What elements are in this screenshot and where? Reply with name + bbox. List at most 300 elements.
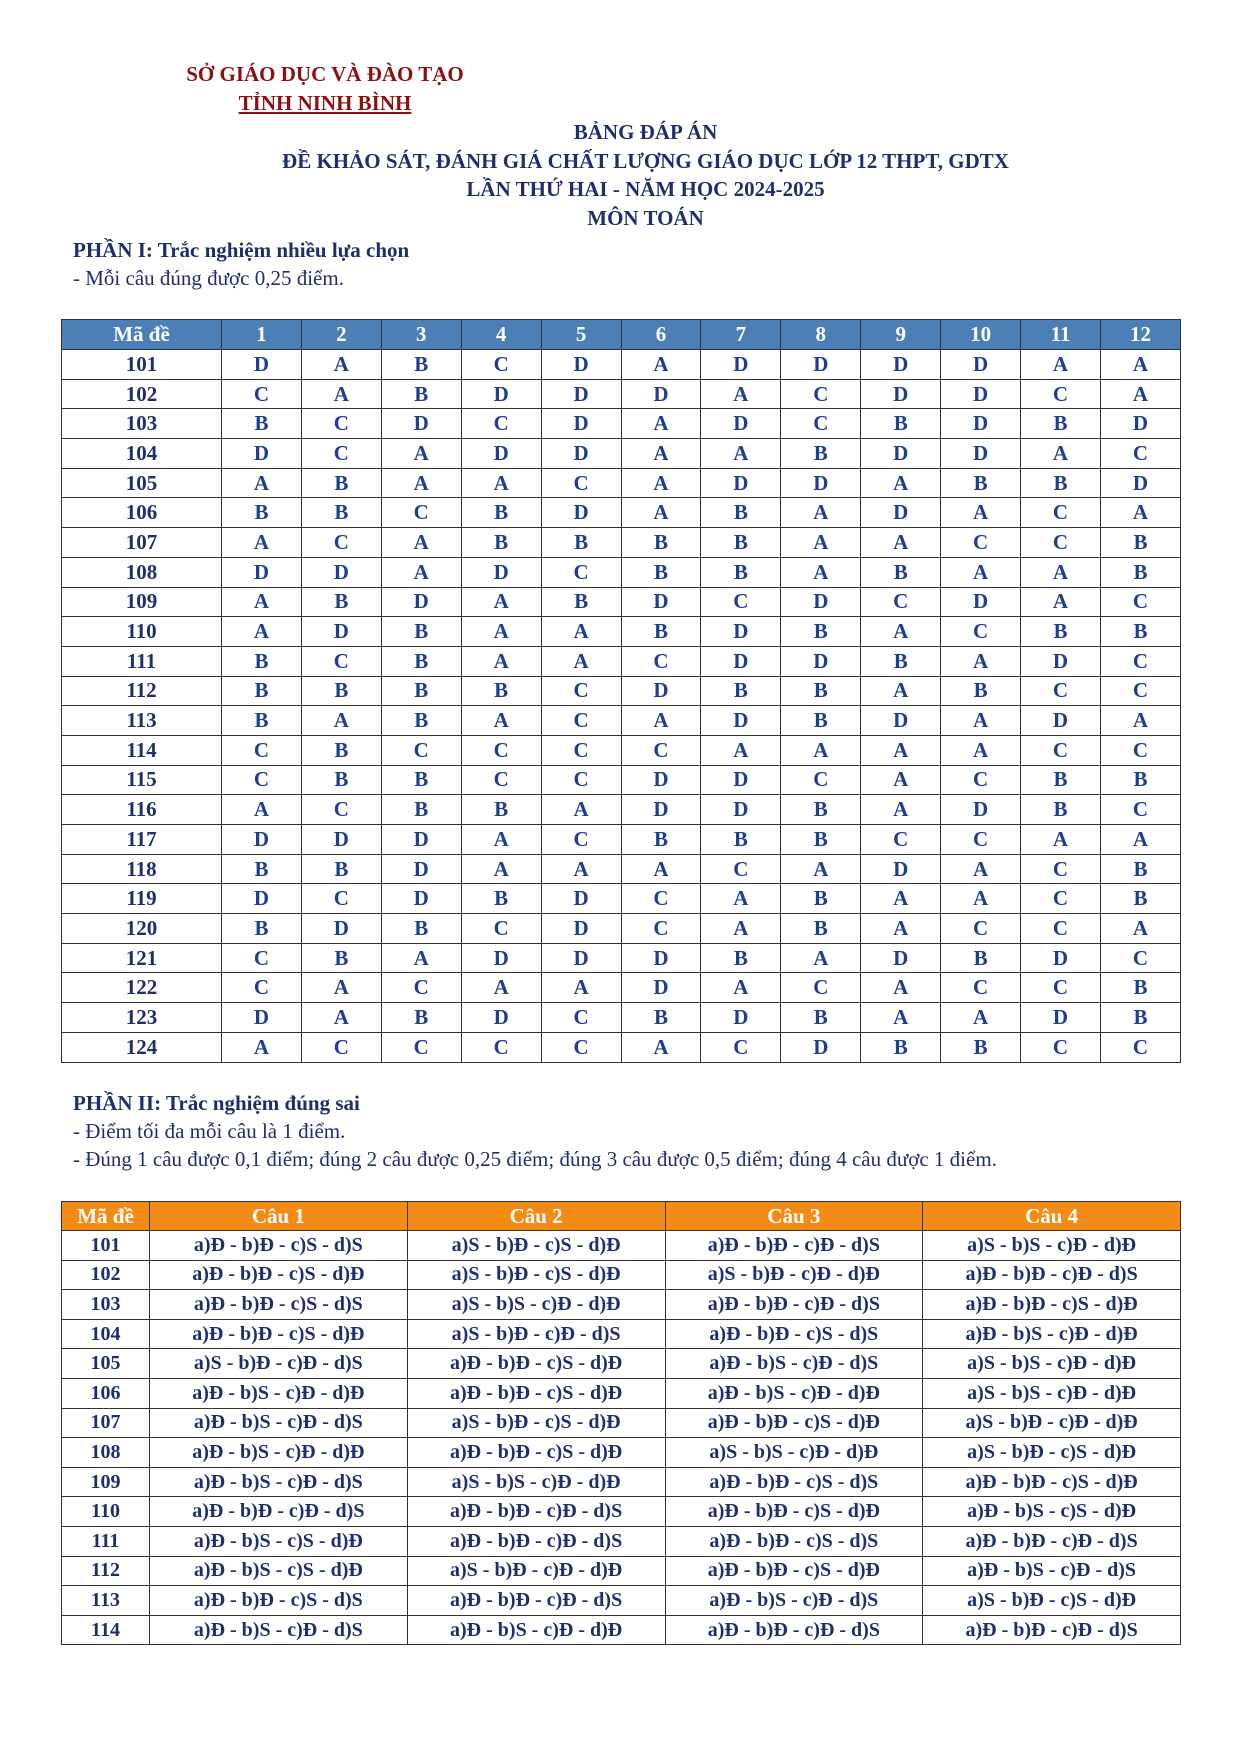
answer-cell: B [301, 943, 381, 973]
answer-cell: D [541, 379, 621, 409]
answer-cell: a)S - b)Đ - c)Đ - d)Đ [665, 1260, 923, 1290]
answer-cell: A [781, 557, 861, 587]
answer-cell: A [381, 557, 461, 587]
answer-cell: a)Đ - b)Đ - c)Đ - d)S [407, 1526, 665, 1556]
answer-cell: B [1021, 617, 1101, 647]
answer-cell: A [941, 646, 1021, 676]
table-row [62, 468, 1181, 498]
table-row [62, 1319, 1181, 1349]
answer-cell: B [1100, 617, 1180, 647]
part2-header-row [62, 1202, 1181, 1231]
answer-cell: A [381, 528, 461, 558]
table-row [62, 1556, 1181, 1586]
answer-cell: C [941, 973, 1021, 1003]
exam-code-cell: 112 [62, 676, 222, 706]
answer-cell: B [301, 468, 381, 498]
answer-cell: A [941, 706, 1021, 736]
answer-cell: A [861, 914, 941, 944]
answer-cell: a)Đ - b)S - c)S - d)Đ [923, 1497, 1181, 1527]
answer-cell: A [621, 1032, 701, 1062]
answer-cell: D [461, 1003, 541, 1033]
answer-cell: C [621, 914, 701, 944]
part1-answer-table [61, 319, 1181, 1063]
table-row [62, 795, 1181, 825]
column-header-4: 4 [461, 320, 541, 350]
answer-cell: A [781, 528, 861, 558]
answer-cell: a)Đ - b)Đ - c)Đ - d)S [407, 1497, 665, 1527]
answer-cell: D [701, 409, 781, 439]
exam-code-cell: 102 [62, 1260, 150, 1290]
answer-cell: C [301, 646, 381, 676]
answer-cell: a)S - b)S - c)Đ - d)Đ [923, 1231, 1181, 1261]
answer-cell: A [301, 706, 381, 736]
answer-cell: B [781, 617, 861, 647]
part2-section [73, 1089, 997, 1173]
answer-cell: D [1021, 1003, 1101, 1033]
answer-cell: A [941, 884, 1021, 914]
answer-cell: A [701, 914, 781, 944]
table-row [62, 1032, 1181, 1062]
answer-cell: C [1100, 943, 1180, 973]
answer-cell: C [541, 706, 621, 736]
answer-cell: a)Đ - b)Đ - c)S - d)S [150, 1586, 408, 1616]
table-row [62, 706, 1181, 736]
answer-cell: A [222, 1032, 302, 1062]
answer-cell: B [301, 765, 381, 795]
answer-cell: D [861, 379, 941, 409]
answer-cell: D [1100, 409, 1180, 439]
answer-cell: C [781, 409, 861, 439]
part1-note: - Mỗi câu đúng được 0,25 điểm. [73, 266, 344, 290]
part2-answer-table [61, 1201, 1181, 1645]
answer-cell: C [541, 1032, 621, 1062]
table-row [62, 1290, 1181, 1320]
answer-cell: a)Đ - b)S - c)Đ - d)Đ [665, 1378, 923, 1408]
answer-cell: C [1021, 735, 1101, 765]
answer-cell: D [861, 439, 941, 469]
table-row [62, 854, 1181, 884]
answer-cell: D [781, 1032, 861, 1062]
answer-cell: a)Đ - b)Đ - c)S - d)Đ [407, 1438, 665, 1468]
answer-cell: C [541, 468, 621, 498]
answer-cell: D [301, 557, 381, 587]
answer-cell: D [621, 973, 701, 1003]
answer-cell: B [222, 676, 302, 706]
answer-cell: C [1100, 676, 1180, 706]
answer-cell: B [781, 884, 861, 914]
answer-cell: A [461, 706, 541, 736]
exam-title: ĐỀ KHẢO SÁT, ĐÁNH GIÁ CHẤT LƯỢNG GIÁO DỤC LỚP 12 THPT, GDTX [282, 148, 1009, 173]
answer-cell: D [701, 617, 781, 647]
table-row [62, 498, 1181, 528]
answer-cell: A [461, 973, 541, 1003]
answer-cell: a)Đ - b)Đ - c)S - d)S [665, 1467, 923, 1497]
part2-note-scoring: - Đúng 1 câu được 0,1 điểm; đúng 2 câu được 0,25 điểm; đúng 3 câu được 0,5 điểm; đúng 4 câu được 1 điểm. [73, 1147, 997, 1171]
answer-cell: C [1021, 379, 1101, 409]
answer-cell: C [381, 973, 461, 1003]
answer-cell: D [301, 914, 381, 944]
answer-cell: B [861, 409, 941, 439]
answer-cell: B [621, 825, 701, 855]
answer-cell: B [621, 1003, 701, 1033]
answer-cell: B [301, 587, 381, 617]
answer-cell: D [701, 646, 781, 676]
table-row [62, 350, 1181, 380]
answer-cell: B [222, 409, 302, 439]
answer-cell: D [621, 795, 701, 825]
answer-cell: C [941, 528, 1021, 558]
answer-cell: A [621, 706, 701, 736]
column-header-11: 11 [1021, 320, 1101, 350]
answer-cell: A [621, 439, 701, 469]
answer-cell: B [381, 617, 461, 647]
answer-cell: B [701, 498, 781, 528]
exam-code-cell: 114 [62, 1615, 150, 1645]
answer-cell: D [701, 765, 781, 795]
answer-cell: A [941, 854, 1021, 884]
answer-cell: a)Đ - b)Đ - c)Đ - d)S [150, 1497, 408, 1527]
answer-cell: D [861, 498, 941, 528]
answer-cell: B [1100, 884, 1180, 914]
exam-code-cell: 116 [62, 795, 222, 825]
answer-cell: C [541, 1003, 621, 1033]
answer-cell: B [461, 528, 541, 558]
province-name [150, 89, 500, 117]
table-row [62, 735, 1181, 765]
answer-cell: B [461, 498, 541, 528]
answer-cell: D [301, 617, 381, 647]
answer-cell: D [781, 646, 861, 676]
answer-cell: D [222, 1003, 302, 1033]
answer-cell: D [461, 439, 541, 469]
column-header-10: 10 [941, 320, 1021, 350]
answer-cell: a)Đ - b)Đ - c)S - d)S [150, 1231, 408, 1261]
answer-cell: a)S - b)S - c)Đ - d)Đ [923, 1378, 1181, 1408]
answer-cell: a)Đ - b)Đ - c)S - d)S [150, 1290, 408, 1320]
answer-cell: C [1021, 973, 1101, 1003]
answer-cell: D [1021, 943, 1101, 973]
answer-cell: A [781, 735, 861, 765]
table-row [62, 587, 1181, 617]
answer-cell: C [781, 379, 861, 409]
answer-cell: D [781, 350, 861, 380]
exam-code-cell: 110 [62, 1497, 150, 1527]
answer-cell: A [1100, 914, 1180, 944]
exam-code-cell: 102 [62, 379, 222, 409]
answer-cell: B [301, 676, 381, 706]
part1-section [73, 236, 409, 292]
answer-cell: B [861, 646, 941, 676]
answer-cell: C [1100, 439, 1180, 469]
answer-cell: B [222, 646, 302, 676]
answer-cell: B [861, 1032, 941, 1062]
answer-cell: a)Đ - b)Đ - c)S - d)Đ [923, 1290, 1181, 1320]
answer-cell: A [541, 973, 621, 1003]
answer-cell: A [861, 468, 941, 498]
answer-cell: A [541, 854, 621, 884]
answer-cell: D [941, 795, 1021, 825]
answer-cell: D [541, 409, 621, 439]
answer-cell: a)Đ - b)Đ - c)S - d)Đ [150, 1260, 408, 1290]
answer-cell: a)Đ - b)Đ - c)Đ - d)S [407, 1586, 665, 1616]
answer-cell: a)S - b)S - c)Đ - d)Đ [407, 1467, 665, 1497]
answer-cell: C [1100, 735, 1180, 765]
answer-cell: a)Đ - b)Đ - c)S - d)S [665, 1319, 923, 1349]
answer-cell: B [621, 617, 701, 647]
answer-cell: D [541, 498, 621, 528]
exam-code-cell: 113 [62, 706, 222, 736]
answer-cell: A [1021, 350, 1101, 380]
answer-cell: a)S - b)S - c)Đ - d)Đ [923, 1349, 1181, 1379]
exam-code-cell: 117 [62, 825, 222, 855]
answer-cell: B [301, 735, 381, 765]
answer-cell: C [621, 646, 701, 676]
answer-cell: A [461, 587, 541, 617]
province-name-text: TỈNH NINH BÌNH [238, 91, 412, 115]
answer-cell: C [1021, 528, 1101, 558]
answer-cell: C [461, 735, 541, 765]
answer-cell: A [461, 468, 541, 498]
answer-cell: A [301, 973, 381, 1003]
exam-code-cell: 109 [62, 1467, 150, 1497]
answer-cell: D [222, 557, 302, 587]
answer-cell: A [301, 350, 381, 380]
answer-cell: D [461, 943, 541, 973]
document-title-block [0, 118, 1241, 232]
table-row [62, 1349, 1181, 1379]
answer-cell: B [1021, 765, 1101, 795]
answer-cell: B [701, 943, 781, 973]
answer-cell: A [621, 854, 701, 884]
answer-cell: A [381, 468, 461, 498]
column-header-9: 9 [861, 320, 941, 350]
answer-cell: C [301, 409, 381, 439]
answer-cell: B [1100, 557, 1180, 587]
answer-cell: C [301, 795, 381, 825]
answer-cell: A [861, 973, 941, 1003]
answer-cell: A [621, 498, 701, 528]
exam-code-cell: 119 [62, 884, 222, 914]
answer-cell: D [222, 350, 302, 380]
answer-cell: A [222, 468, 302, 498]
answer-cell: B [781, 914, 861, 944]
answer-cell: D [541, 884, 621, 914]
table-row [62, 884, 1181, 914]
column-header-3: Câu 3 [665, 1202, 923, 1231]
exam-code-cell: 110 [62, 617, 222, 647]
answer-cell: C [541, 557, 621, 587]
answer-cell: B [1100, 1003, 1180, 1033]
answer-cell: B [941, 1032, 1021, 1062]
answer-cell: a)Đ - b)S - c)Đ - d)S [150, 1615, 408, 1645]
answer-cell: A [1021, 825, 1101, 855]
table-row [62, 528, 1181, 558]
answer-cell: C [541, 676, 621, 706]
answer-cell: A [941, 735, 1021, 765]
answer-cell: a)Đ - b)S - c)S - d)Đ [150, 1526, 408, 1556]
answer-cell: C [701, 587, 781, 617]
table-row [62, 943, 1181, 973]
column-header-6: 6 [621, 320, 701, 350]
answer-cell: A [781, 854, 861, 884]
answer-cell: C [381, 1032, 461, 1062]
answer-cell: D [701, 1003, 781, 1033]
answer-cell: D [1021, 646, 1101, 676]
answer-cell: a)S - b)Đ - c)Đ - d)Đ [407, 1556, 665, 1586]
exam-code-cell: 113 [62, 1586, 150, 1616]
answer-cell: B [621, 528, 701, 558]
answer-cell: D [861, 854, 941, 884]
table-row [62, 765, 1181, 795]
table-row [62, 1467, 1181, 1497]
answer-cell: B [381, 914, 461, 944]
answer-cell: A [1021, 557, 1101, 587]
answer-cell: C [381, 735, 461, 765]
answer-cell: D [381, 587, 461, 617]
column-header-1: 1 [222, 320, 302, 350]
answer-cell: D [381, 854, 461, 884]
exam-code-cell: 108 [62, 1438, 150, 1468]
column-header-2: Câu 2 [407, 1202, 665, 1231]
answer-cell: D [701, 468, 781, 498]
answer-cell: a)Đ - b)S - c)Đ - d)S [665, 1586, 923, 1616]
answer-cell: C [1021, 854, 1101, 884]
column-header-5: 5 [541, 320, 621, 350]
answer-cell: A [701, 884, 781, 914]
table-row [62, 1378, 1181, 1408]
column-header-code: Mã đề [62, 1202, 150, 1231]
answer-cell: a)S - b)S - c)Đ - d)Đ [407, 1290, 665, 1320]
answer-cell: C [941, 914, 1021, 944]
answer-cell: a)Đ - b)Đ - c)Đ - d)S [665, 1231, 923, 1261]
answer-cell: C [301, 528, 381, 558]
answer-cell: A [941, 1003, 1021, 1033]
answer-cell: A [541, 795, 621, 825]
answer-cell: a)Đ - b)Đ - c)S - d)Đ [665, 1497, 923, 1527]
answer-cell: C [461, 409, 541, 439]
column-header-1: Câu 1 [150, 1202, 408, 1231]
table-row [62, 557, 1181, 587]
answer-cell: C [541, 825, 621, 855]
answer-cell: A [541, 646, 621, 676]
answer-cell: B [781, 825, 861, 855]
answer-cell: D [541, 350, 621, 380]
answer-cell: D [1100, 468, 1180, 498]
answer-cell: A [701, 379, 781, 409]
answer-cell: A [222, 617, 302, 647]
exam-code-cell: 104 [62, 439, 222, 469]
answer-cell: B [301, 854, 381, 884]
answer-cell: C [1021, 884, 1101, 914]
column-header-code: Mã đề [62, 320, 222, 350]
answer-cell: C [701, 1032, 781, 1062]
exam-code-cell: 106 [62, 1378, 150, 1408]
answer-cell: a)Đ - b)S - c)Đ - d)Đ [407, 1615, 665, 1645]
table-row [62, 1526, 1181, 1556]
answer-cell: A [1100, 498, 1180, 528]
answer-cell: D [222, 825, 302, 855]
exam-code-cell: 103 [62, 409, 222, 439]
answer-cell: B [1100, 765, 1180, 795]
exam-code-cell: 107 [62, 528, 222, 558]
answer-cell: A [861, 735, 941, 765]
answer-cell: B [861, 557, 941, 587]
answer-cell: B [701, 557, 781, 587]
exam-code-cell: 101 [62, 350, 222, 380]
answer-cell: C [461, 914, 541, 944]
column-header-7: 7 [701, 320, 781, 350]
answer-cell: D [861, 943, 941, 973]
answer-cell: D [301, 825, 381, 855]
answer-cell: A [701, 735, 781, 765]
answer-cell: A [222, 587, 302, 617]
column-header-3: 3 [381, 320, 461, 350]
answer-cell: C [701, 854, 781, 884]
answer-cell: C [1021, 914, 1101, 944]
table-row [62, 914, 1181, 944]
answer-cell: B [222, 498, 302, 528]
answer-cell: A [701, 439, 781, 469]
exam-code-cell: 109 [62, 587, 222, 617]
answer-cell: A [1021, 587, 1101, 617]
answer-cell: A [222, 528, 302, 558]
answer-cell: B [461, 676, 541, 706]
exam-code-cell: 120 [62, 914, 222, 944]
table-row [62, 1497, 1181, 1527]
answer-cell: A [621, 409, 701, 439]
answer-cell: B [381, 676, 461, 706]
answer-cell: a)S - b)Đ - c)Đ - d)S [407, 1319, 665, 1349]
answer-cell: a)S - b)Đ - c)S - d)Đ [407, 1231, 665, 1261]
answer-cell: C [1100, 1032, 1180, 1062]
column-header-12: 12 [1100, 320, 1180, 350]
answer-cell: C [222, 973, 302, 1003]
answer-cell: A [541, 617, 621, 647]
answer-cell: B [381, 1003, 461, 1033]
exam-code-cell: 123 [62, 1003, 222, 1033]
exam-code-cell: 104 [62, 1319, 150, 1349]
answer-cell: a)Đ - b)Đ - c)S - d)S [665, 1526, 923, 1556]
answer-cell: D [941, 379, 1021, 409]
answer-cell: B [701, 825, 781, 855]
answer-cell: B [621, 557, 701, 587]
answer-cell: C [461, 765, 541, 795]
answer-cell: D [701, 350, 781, 380]
answer-cell: a)Đ - b)Đ - c)Đ - d)S [923, 1260, 1181, 1290]
answer-cell: B [1100, 854, 1180, 884]
table-row [62, 1260, 1181, 1290]
answer-cell: C [1100, 795, 1180, 825]
answer-cell: B [1021, 795, 1101, 825]
answer-cell: a)Đ - b)S - c)Đ - d)S [150, 1467, 408, 1497]
answer-cell: A [1100, 379, 1180, 409]
answer-cell: A [301, 379, 381, 409]
subject-title: MÔN TOÁN [587, 205, 704, 230]
answer-cell: A [381, 439, 461, 469]
exam-code-cell: 112 [62, 1556, 150, 1586]
answer-cell: A [861, 795, 941, 825]
answer-cell: A [1100, 825, 1180, 855]
answer-cell: B [701, 528, 781, 558]
part2-heading: PHẦN II: Trắc nghiệm đúng sai [73, 1091, 360, 1115]
table-row [62, 1231, 1181, 1261]
answer-cell: D [222, 439, 302, 469]
table-row [62, 439, 1181, 469]
answer-cell: C [222, 765, 302, 795]
answer-cell: A [301, 1003, 381, 1033]
answer-cell: A [861, 765, 941, 795]
answer-cell: a)S - b)Đ - c)S - d)Đ [923, 1438, 1181, 1468]
